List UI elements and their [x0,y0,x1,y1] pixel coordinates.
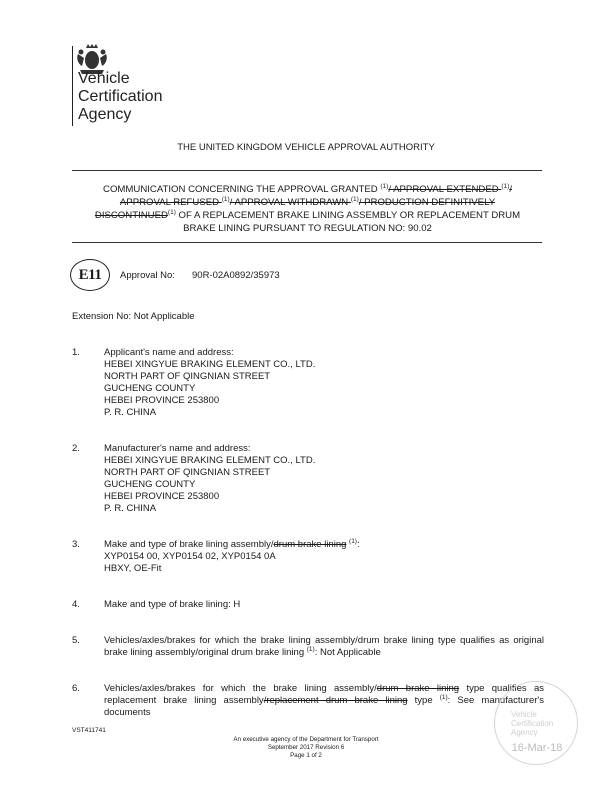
item-label: Manufacturer's name and address: [104,443,251,454]
agency-name-line2: Certification [78,88,163,105]
extension-number: Extension No: Not Applicable [72,311,195,322]
approval-label: Approval No: [120,270,175,281]
agency-date-stamp: Vehicle Certification Agency 16-Mar-18 [494,681,578,765]
top-divider [72,170,542,171]
item-label: Make and type of brake lining assembly/drum brake lining $^{(1)}$: [104,537,360,550]
page-footer: An executive agency of the Department for Transport September 2017 Revision 6 Page 1 of 2 [233,736,379,759]
approval-number [120,270,280,281]
authority-title: THE UNITED KINGDOM VEHICLE APPROVAL AUTHORITY [177,142,435,153]
agency-name-line1: Vehicle [78,70,130,87]
e11-approval-mark: E11 [70,259,110,291]
agency-name-line3: Agency [78,106,132,123]
communication-heading: COMMUNICATION CONCERNING THE APPROVAL GRANTED $^{(1)}$/ APPROVAL EXTENDED $^{(1)}$/ APPROVAL REFUSED $^{(1)}$/ APPROVAL WITHDRAWN $^{(1)}$/ PRODUCTION DEFINITIVELY DISCONTINUED$^{(1)}$ OF A REPLACEMENT BRAKE LINING ASSEMBLY OR REPLACEMENT DRUM BRAKE LINING PURSUANT TO REGULATION NO: 90.02 [94,182,521,234]
agency-divider [72,46,73,126]
agency-name [78,70,162,124]
document-reference: VST411741 [72,727,106,734]
stamp-date: 16-Mar-18 [511,742,563,754]
item-label: Applicant's name and address: [104,347,234,358]
approval-value: 90R-02A0892/35973 [192,270,280,281]
bottom-divider [72,242,542,243]
